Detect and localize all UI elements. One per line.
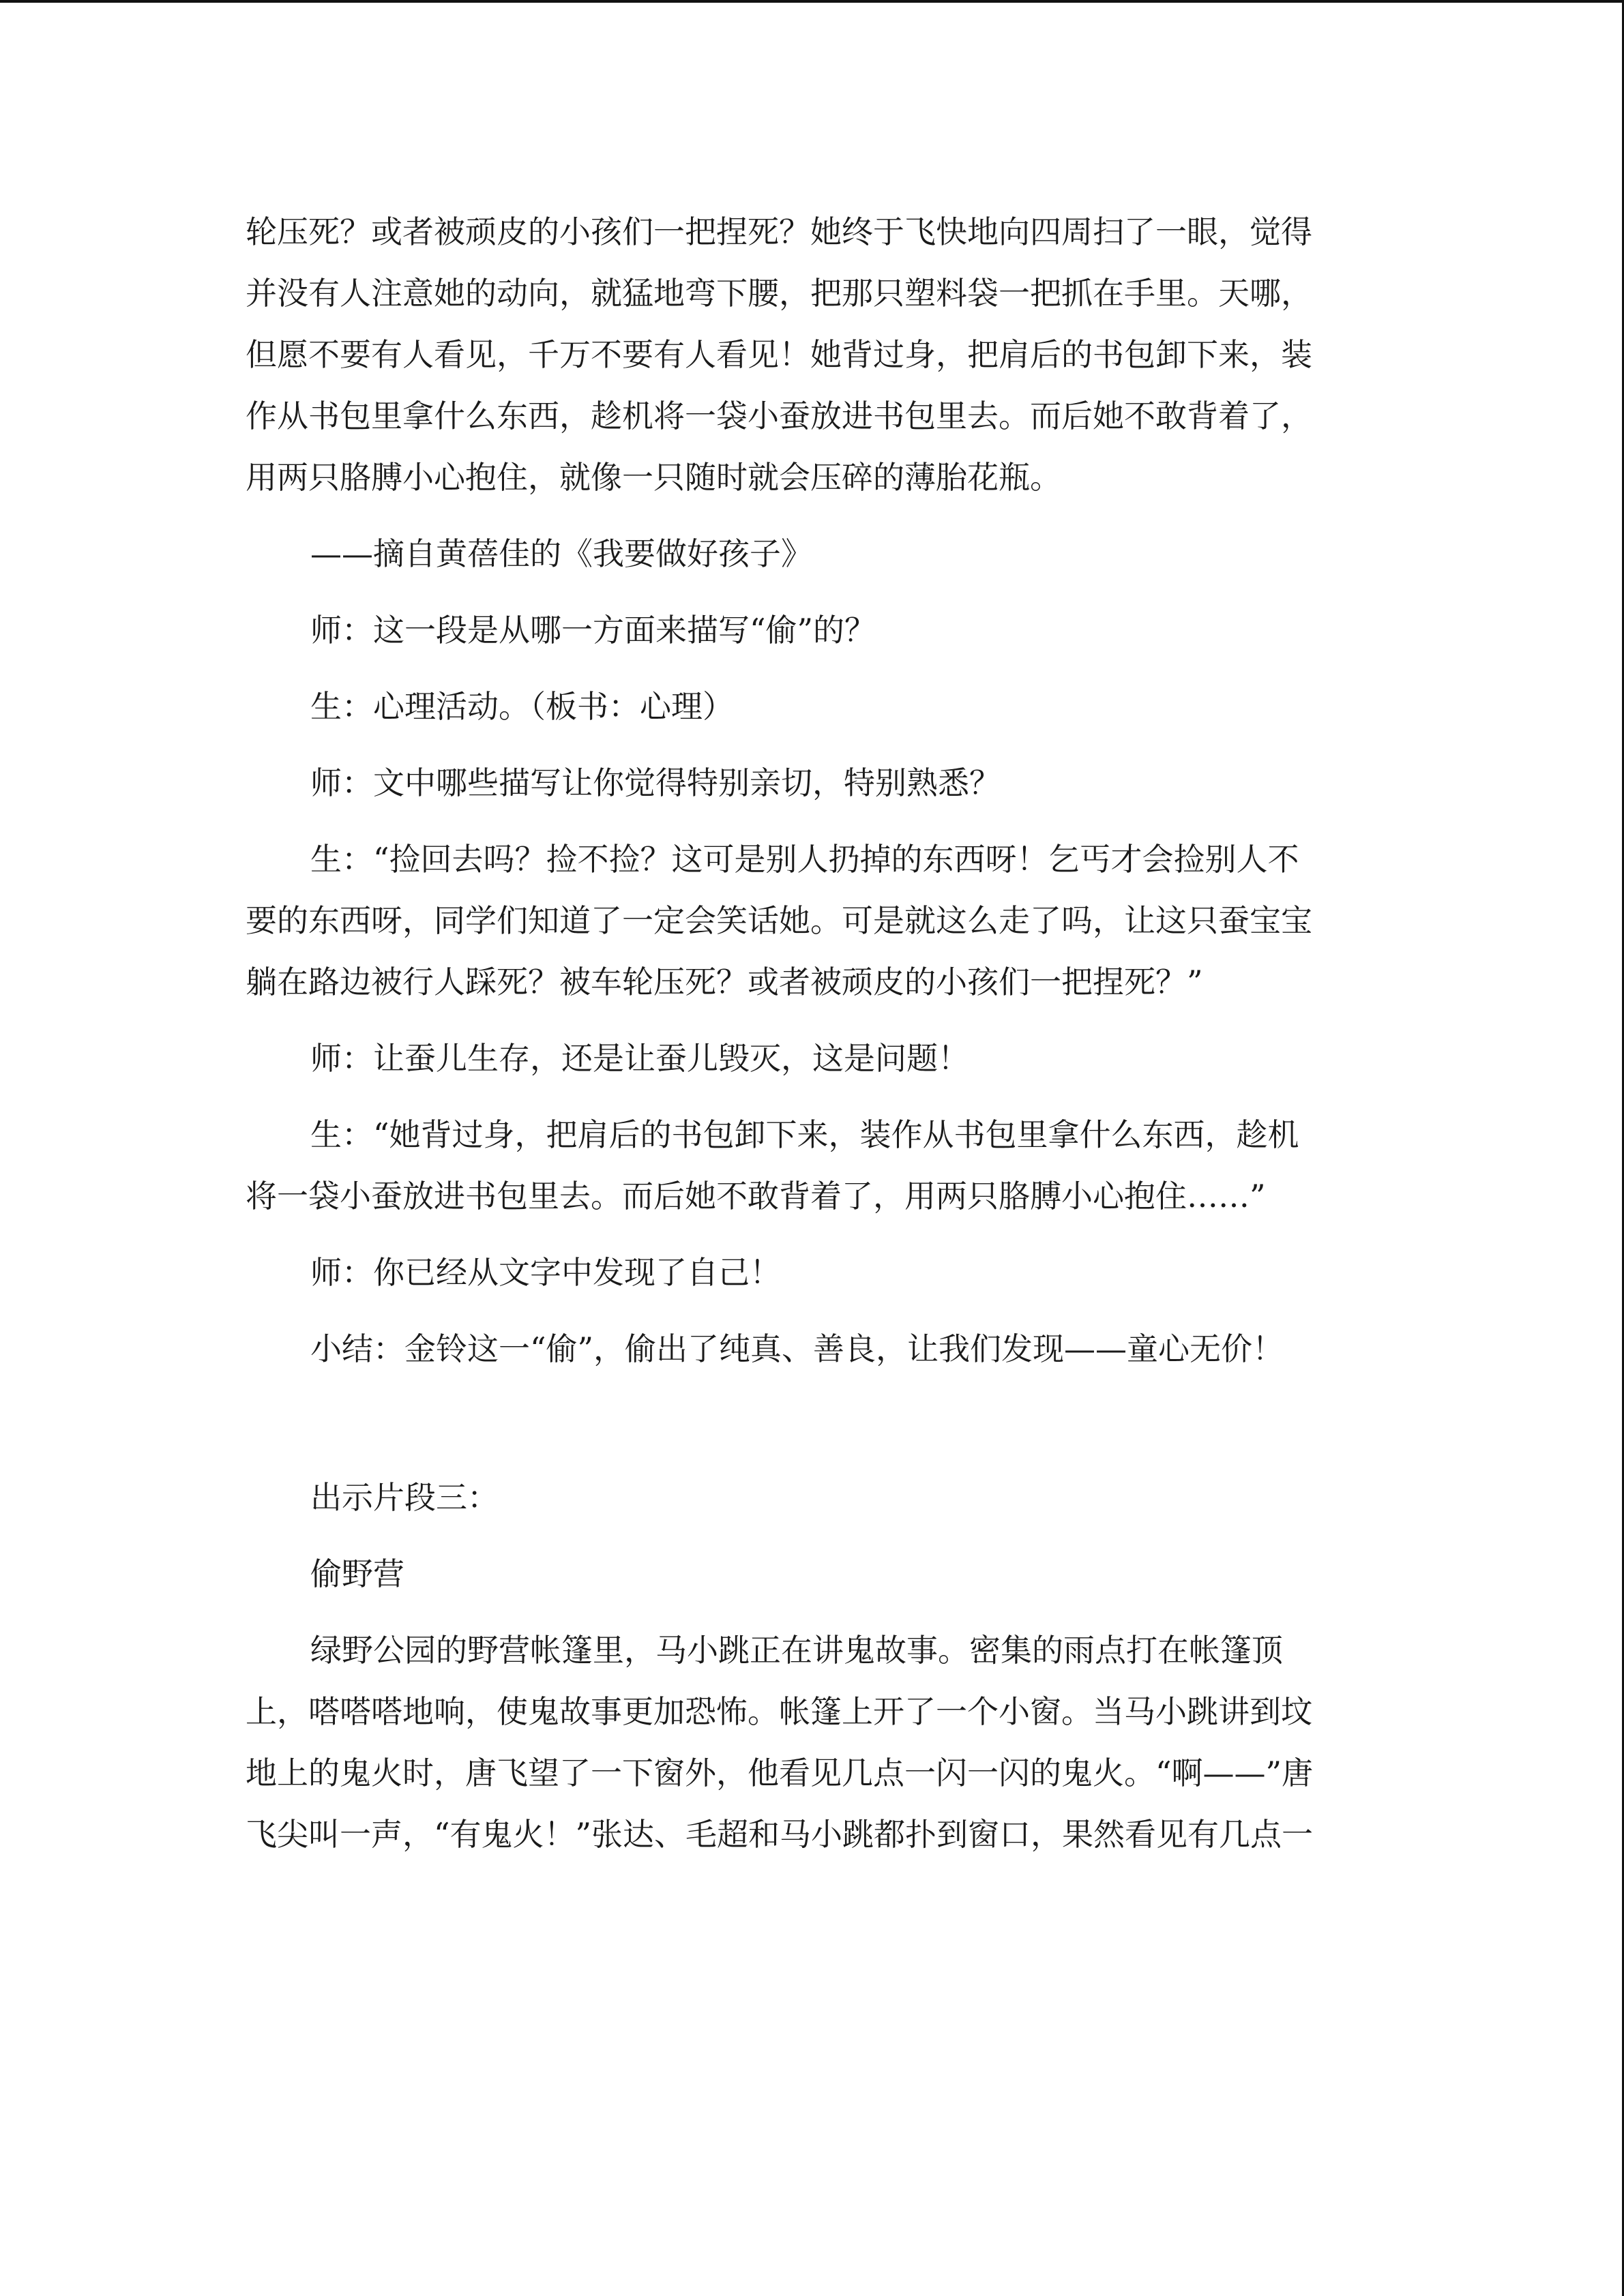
section-heading	[246, 1467, 1378, 1528]
text-line: 绿野公园的野营帐篷里，马小跳正在讲鬼故事。密集的雨点打在帐篷顶	[310, 1632, 1283, 1669]
text-line: 地上的鬼火时，唐飞望了一下窗外，他看见几点一闪一闪的鬼火。“啊——”唐	[246, 1755, 1314, 1791]
text-line: 小结：金铃这一“偷”，偷出了纯真、善良，让我们发现——童心无价！	[310, 1330, 1284, 1367]
text-line: 师：这一段是从哪一方面来描写“偷”的？	[310, 612, 876, 648]
text-line: 但愿不要有人看见，千万不要有人看见！她背过身，把肩后的书包卸下来，装	[246, 336, 1312, 373]
text-line: 师：你已经从文字中发现了自己！	[310, 1254, 781, 1291]
text-line: 生：“捡回去吗？捡不捡？这可是别人扔掉的东西呀！乞丐才会捡别人不	[310, 841, 1299, 878]
text-line: 师：文中哪些描写让你觉得特别亲切，特别熟悉？	[310, 764, 1001, 801]
source-attribution	[246, 523, 1378, 584]
text-line: 作从书包里拿什么东西，趁机将一袋小蚕放进书包里去。而后她不敢背着了，	[246, 398, 1312, 434]
teacher-question	[246, 752, 1378, 814]
student-answer	[246, 676, 1378, 737]
text-line: 偷野营	[310, 1555, 404, 1592]
page-top-border	[0, 0, 1624, 3]
summary	[246, 1318, 1378, 1380]
text-line: 并没有人注意她的动向，就猛地弯下腰，把那只塑料袋一把抓在手里。天哪，	[246, 275, 1312, 312]
excerpt-paragraph	[246, 1620, 1378, 1865]
text-line: 生：“她背过身，把肩后的书包卸下来，装作从书包里拿什么东西，趁机	[310, 1116, 1299, 1153]
teacher-question	[246, 599, 1378, 661]
text-line: 上，嗒嗒嗒地响，使鬼故事更加恐怖。帐篷上开了一个小窗。当马小跳讲到坟	[246, 1693, 1312, 1730]
document-body	[246, 201, 1378, 1865]
student-answer	[246, 1104, 1378, 1227]
text-line: 师：让蚕儿生存，还是让蚕儿毁灭，这是问题！	[310, 1040, 969, 1077]
text-line: 将一袋小蚕放进书包里去。而后她不敢背着了，用两只胳膊小心抱住……”	[246, 1178, 1266, 1214]
text-line: 轮压死？或者被顽皮的小孩们一把捏死？她终于飞快地向四周扫了一眼，觉得	[246, 213, 1312, 250]
student-answer	[246, 829, 1378, 1013]
excerpt-title	[246, 1543, 1378, 1605]
text-line: 要的东西呀，同学们知道了一定会笑话她。可是就这么走了吗，让这只蚕宝宝	[246, 902, 1312, 939]
teacher-remark	[246, 1028, 1378, 1089]
text-line: 用两只胳膊小心抱住，就像一只随时就会压碎的薄胎花瓶。	[246, 459, 1061, 496]
text-line: 躺在路边被行人踩死？被车轮压死？或者被顽皮的小孩们一把捏死？”	[246, 964, 1203, 1000]
text-line: 出示片段三：	[310, 1479, 499, 1516]
text-line: 飞尖叫一声，“有鬼火！”张达、毛超和马小跳都扑到窗口，果然看见有几点一	[246, 1816, 1314, 1853]
text-line: 生：心理活动。（板书：心理）	[310, 688, 734, 725]
teacher-remark	[246, 1242, 1378, 1303]
excerpt-paragraph	[246, 201, 1378, 508]
text-line: ——摘自黄蓓佳的《我要做好孩子》	[310, 535, 812, 572]
